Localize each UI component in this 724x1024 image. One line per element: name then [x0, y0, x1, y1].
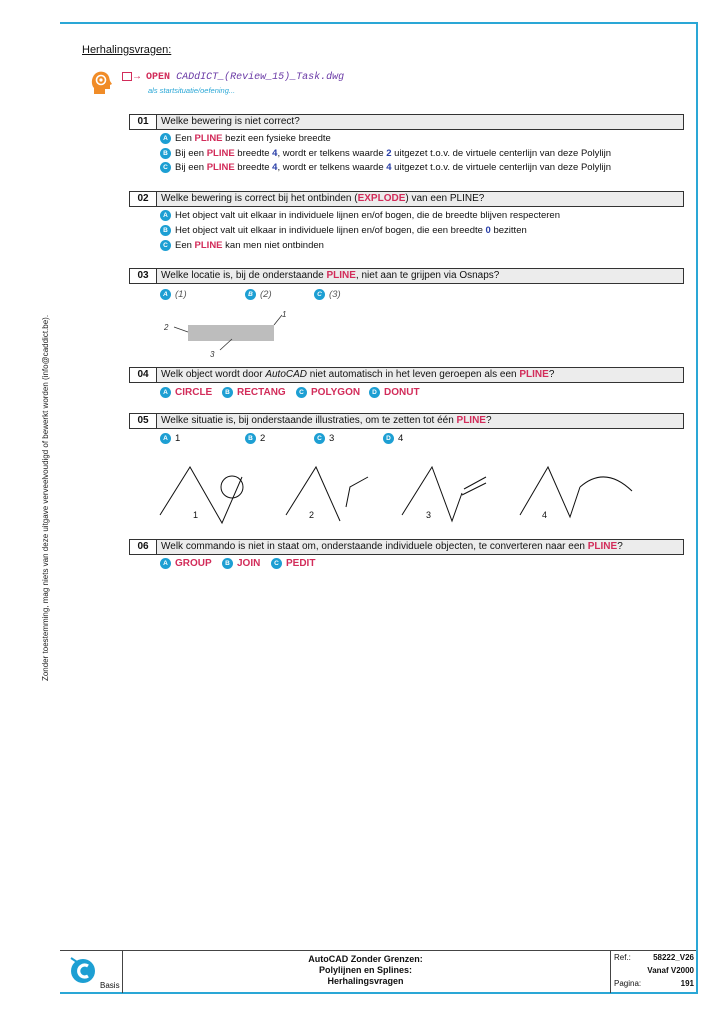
situation-label-3: 3 [426, 510, 432, 520]
situation-label-4: 4 [542, 510, 548, 520]
question-number: 06 [130, 540, 157, 554]
section-title: Herhalingsvragen: [82, 44, 172, 56]
question-number: 05 [130, 414, 157, 428]
answer-b: B 2 [245, 433, 265, 445]
answer-c: C Een PLINE kan men niet ontbinden [160, 240, 324, 252]
situation-3-lines [402, 467, 462, 521]
question-text: Welke locatie is, bij de onderstaande PLINE, niet aan te grijpen via Osnaps? [161, 270, 500, 281]
question-box-03 [129, 268, 684, 284]
footer-title-line-1: AutoCAD Zonder Grenzen: [308, 954, 423, 964]
answer-b: B JOIN [222, 558, 260, 570]
frame-right-line [696, 22, 698, 994]
answer-d: D DONUT [369, 387, 420, 399]
answer-c: C 3 [314, 433, 334, 445]
badge-d-icon: D [369, 387, 380, 398]
question-box-04 [129, 367, 684, 383]
situation-2-right [346, 477, 368, 507]
question-box-05 [129, 413, 684, 429]
caddict-logo-icon [68, 955, 98, 985]
badge-b-icon: B [160, 225, 171, 236]
badge-c-icon: C [314, 289, 325, 300]
answer-b: B Het object valt uit elkaar in individuele lijnen en/of bogen, die een breedte 0 bezitten [160, 225, 527, 237]
answer-a: A GROUP [160, 558, 212, 570]
footer-logo-cell [60, 951, 123, 993]
situation-label-1: 1 [193, 510, 199, 520]
situation-1-circle [221, 476, 243, 498]
question-number: 03 [130, 269, 157, 283]
open-keyword: OPEN [146, 72, 171, 83]
answer-c: C PEDIT [271, 558, 315, 570]
answer-c: C Bij een PLINE breedte 4, wordt er telkens waarde 4 uitgezet t.o.v. de virtuele centerlijn van deze Polylijn [160, 162, 611, 174]
footer-title-line-2: Polylijnen en Splines: [318, 965, 413, 975]
question-box-01 [129, 114, 684, 130]
frame-top-line [60, 22, 698, 24]
situation-4-lines [520, 467, 580, 517]
footer-title-line-3: Herhalingsvragen [327, 976, 404, 986]
footer-ref-row: Ref.: 58222_V26 [614, 953, 694, 962]
badge-b-icon: B [160, 148, 171, 159]
open-note: als startsituatie/oefening... [148, 86, 236, 95]
leader-1 [274, 315, 282, 325]
answer-b: B (2) [245, 289, 272, 301]
situation-1-lines [160, 467, 242, 523]
open-filename: CADdICT_(Review_15)_Task.dwg [176, 72, 345, 83]
answer-a: A CIRCLE [160, 387, 212, 399]
answer-d: D 4 [383, 433, 403, 445]
question-text: Welk commando is niet in staat om, onderstaande individuele objecten, te converteren naar een PLINE? [161, 541, 623, 552]
badge-a-icon: A [160, 558, 171, 569]
arrow-icon: → [134, 72, 141, 83]
badge-a-icon: A [160, 133, 171, 144]
fig-label-3: 3 [210, 350, 215, 359]
badge-c-icon: C [314, 433, 325, 444]
badge-c-icon: C [160, 162, 171, 173]
badge-c-icon: C [296, 387, 307, 398]
answer-a: A Een PLINE bezit een fysieke breedte [160, 133, 331, 145]
footer-version-row: Vanaf V2000 [647, 966, 694, 975]
badge-a-icon: A [160, 289, 171, 300]
question-text: Welke situatie is, bij onderstaande illustraties, om te zetten tot één PLINE? [161, 415, 492, 426]
badge-a-icon: A [160, 387, 171, 398]
badge-b-icon: B [222, 387, 233, 398]
open-command [134, 72, 344, 83]
badge-a-icon: A [160, 210, 171, 221]
question-text: Welk object wordt door AutoCAD niet automatisch in het leven geroepen als een PLINE? [161, 369, 555, 380]
badge-b-icon: B [245, 433, 256, 444]
answer-a: A Het object valt uit elkaar in individuele lijnen en/of bogen, die de breedte blijven respecteren [160, 210, 560, 222]
situation-label-2: 2 [309, 510, 315, 520]
fig-label-1: 1 [282, 310, 287, 319]
situations-figure [150, 455, 640, 530]
situation-4-arc [580, 477, 632, 491]
question-box-06 [129, 539, 684, 555]
answer-b: B RECTANG [222, 387, 286, 399]
badge-d-icon: D [383, 433, 394, 444]
question-number: 02 [130, 192, 157, 206]
head-gear-icon [90, 70, 112, 96]
folder-open-icon [122, 72, 132, 81]
question-text: Welke bewering is niet correct? [161, 116, 300, 127]
question-box-02 [129, 191, 684, 207]
answer-a: A (1) [160, 289, 187, 301]
badge-a-icon: A [160, 433, 171, 444]
question-number: 01 [130, 115, 157, 129]
footer-page-row: Pagina: 191 [614, 979, 694, 988]
footer [60, 950, 696, 993]
situation-3-line-b [462, 483, 486, 495]
fig-label-2: 2 [164, 323, 169, 332]
badge-c-icon: C [160, 240, 171, 251]
question-text: Welke bewering is correct bij het ontbinden (EXPLODE) van een PLINE? [161, 193, 485, 204]
badge-b-icon: B [245, 289, 256, 300]
pline-figure [160, 305, 300, 365]
answer-c: C POLYGON [296, 387, 360, 399]
answer-c: C (3) [314, 289, 341, 301]
footer-meta [610, 951, 697, 993]
leader-2 [174, 327, 188, 332]
copyright-side-note: Zonder toestemming, mag niets van deze uitgave verveelvoudigd of bewerkt worden (info@caddict.be). [41, 314, 50, 682]
footer-title [122, 951, 609, 993]
situation-3-line-a [464, 477, 486, 489]
badge-b-icon: B [222, 558, 233, 569]
answer-b: B Bij een PLINE breedte 4, wordt er telkens waarde 2 uitgezet t.o.v. de virtuele centerlijn van deze Polylijn [160, 148, 611, 160]
badge-c-icon: C [271, 558, 282, 569]
question-number: 04 [130, 368, 157, 382]
footer-level: Basis [100, 981, 120, 990]
answer-a: A 1 [160, 433, 180, 445]
pline-rectangle [188, 325, 274, 341]
